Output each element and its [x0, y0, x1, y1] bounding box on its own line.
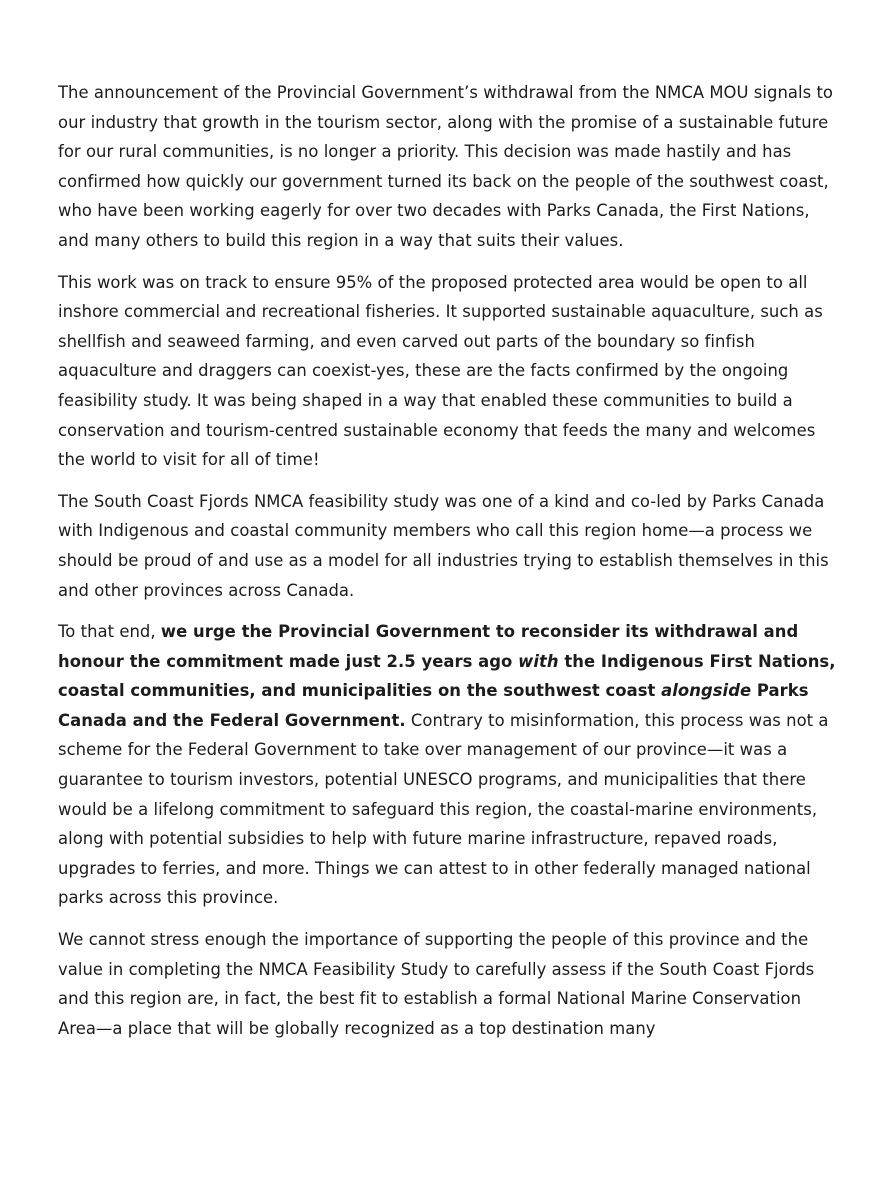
call-to-action-emphasis-2: the Indigenous First Nations, coastal communities, and municipalities on the southwest coast	[58, 651, 836, 701]
call-to-action-emphasis-3: Parks Canada and the Federal Government.	[58, 681, 809, 730]
paragraph-fisheries-aquaculture: This work was on track to ensure 95% of the proposed protected area would be open to all inshore commercial and recreational fisheries. It supported sustainable aquaculture, such as shellfish and seaweed farming, and even carved out parts of the boundary so finfish aquaculture and draggers can coexist-yes, these are the facts confirmed by the ongoing feasibility study. It was being shaped in a way that enabled these communities to build a conservation and tourism-centred sustainable economy that feeds the many and welcomes the world to visit for all of time!	[58, 272, 823, 470]
call-to-action-italic-with: with	[518, 651, 559, 671]
paragraph-call-to-action	[58, 617, 838, 913]
call-to-action-intro: To that end,	[58, 622, 161, 642]
paragraph-importance-of-support: We cannot stress enough the importance of supporting the people of this province and the value in completing the NMCA Feasibility Study to carefully assess if the South Coast Fjords and this region are, in fact, the best fit to establish a formal National Marine Conservation Area—a place that will be globally recognized as a top destination many	[58, 930, 815, 1038]
letter-body	[58, 78, 838, 1055]
call-to-action-italic-alongside: alongside	[661, 681, 752, 701]
call-to-action-emphasis-1: we urge the Provincial Government to reconsider its withdrawal and honour the commitment made just 2.5 years ago	[58, 622, 799, 671]
call-to-action-rest: Contrary to misinformation, this process was not a scheme for the Federal Government to take over management of our province—it was a guarantee to tourism investors, potential UNESCO programs, and municipalities that there would be a lifelong commitment to safeguard this region, the coastal-marine environments, along with potential subsidies to help with future marine infrastructure, repaved roads, upgrades to ferries, and more. Things we can attest to in other federally managed national parks across this province.	[58, 710, 829, 908]
paragraph-feasibility-study: The South Coast Fjords NMCA feasibility study was one of a kind and co-led by Parks Canada with Indigenous and coastal community members who call this region home—a process we should be proud of and use as a model for all industries trying to establish themselves in this and other provinces across Canada.	[58, 491, 829, 600]
paragraph-withdrawal-announcement: The announcement of the Provincial Government’s withdrawal from the NMCA MOU signals to our industry that growth in the tourism sector, along with the promise of a sustainable future for our rural communities, is no longer a priority. This decision was made hastily and has confirmed how quickly our government turned its back on the people of the southwest coast, who have been working eagerly for over two decades with Parks Canada, the First Nations, and many others to build this region in a way that suits their values.	[58, 83, 833, 250]
